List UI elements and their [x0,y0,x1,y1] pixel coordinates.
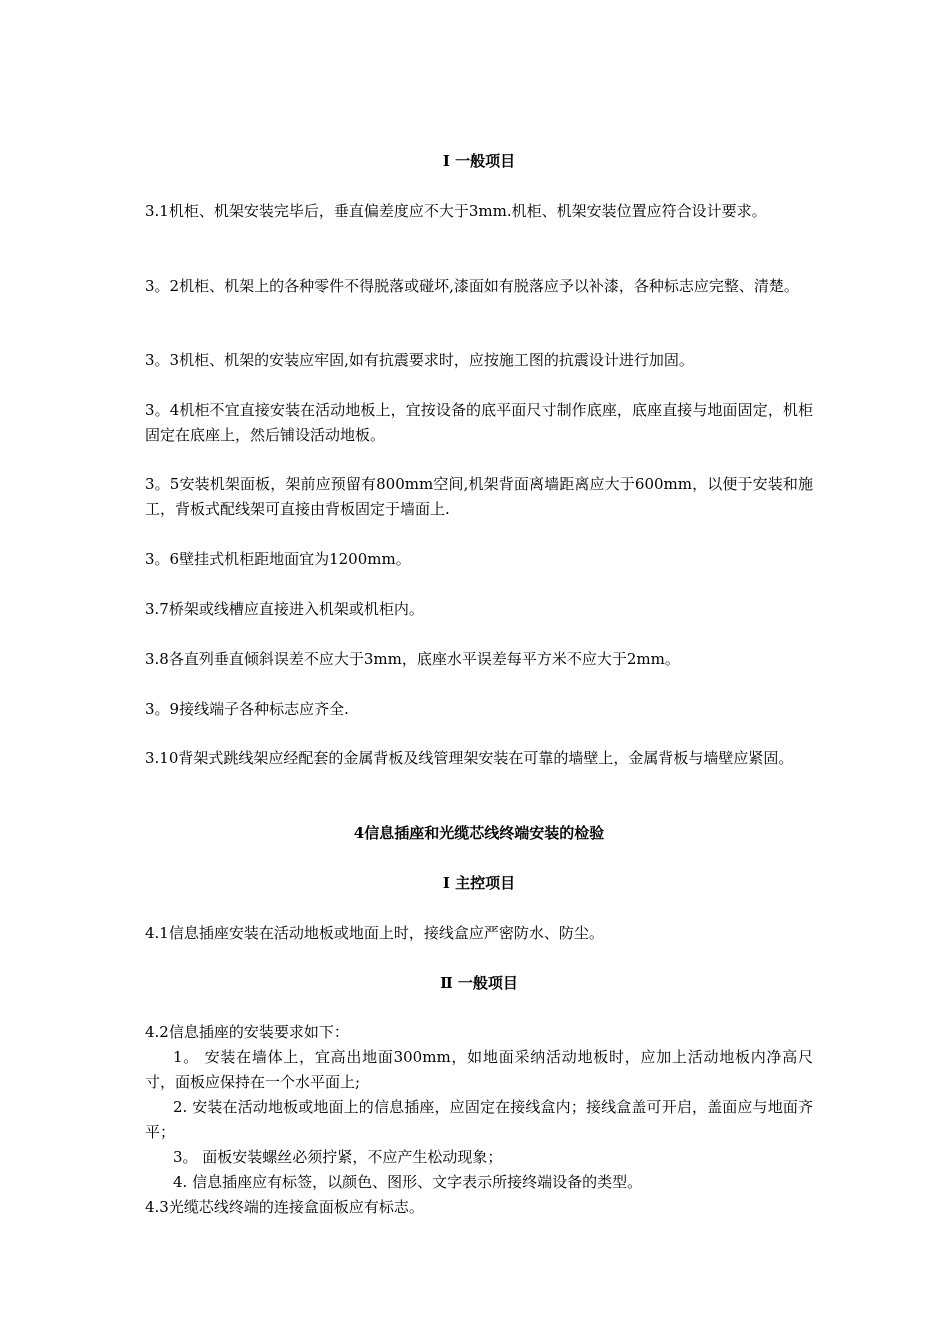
section-heading-main-control: Ⅰ 主控项目 [442,874,516,892]
clause-4-2-item-4: 4. 信息插座应有标签，以颜色、图形、文字表示所接终端设备的类型。 [173,1173,643,1191]
clause-4-3: 4.3光缆芯线终端的连接盒面板应有标志。 [145,1198,424,1216]
section-heading-general-2: Ⅱ 一般项目 [440,974,518,992]
clause-4-2-item-2: 2. 安装在活动地板或地面上的信息插座，应固定在接线盒内；接线盒盖可开启，盖面应与地面齐平； [145,1098,813,1141]
clause-3-7: 3.7桥架或线槽应直接进入机架或机柜内。 [145,600,424,618]
clause-3-9: 3。9接线端子各种标志应齐全. [145,700,349,718]
clause-3-6: 3。6壁挂式机柜距地面宜为1200mm。 [145,550,411,568]
clause-4-2-item-3: 3。 面板安装螺丝必须拧紧，不应产生松动现象； [173,1148,503,1166]
section-4-title: 4信息插座和光缆芯线终端安装的检验 [353,824,605,842]
clause-3-10: 3.10背架式跳线架应经配套的金属背板及线管理架安装在可靠的墙壁上，金属背板与墙壁应紧固。 [145,749,794,767]
clause-3-8: 3.8各直列垂直倾斜误差不应大于3mm，底座水平误差每平方米不应大于2mm。 [145,650,680,668]
clause-3-4: 3。4机柜不宜直接安装在活动地板上，宜按设备的底平面尺寸制作底座，底座直接与地面固定，机柜固定在底座上，然后铺设活动地板。 [145,401,813,444]
clause-3-5: 3。5安装机架面板，架前应预留有800mm空间,机架背面离墙距离应大于600mm，以便于安装和施工，背板式配线架可直接由背板固定于墙面上. [145,475,813,518]
clause-3-1: 3.1机柜、机架安装完毕后，垂直偏差度应不大于3mm.机柜、机架安装位置应符合设计要求。 [145,202,767,220]
clause-4-1: 4.1信息插座安装在活动地板或地面上时，接线盒应严密防水、防尘。 [145,924,604,942]
clause-3-3: 3。3机柜、机架的安装应牢固,如有抗震要求时，应按施工图的抗震设计进行加固。 [145,351,694,369]
section-heading-general: Ⅰ 一般项目 [442,152,516,170]
clause-4-2-intro: 4.2信息插座的安装要求如下： [145,1023,349,1041]
clause-4-2-item-1: 1。 安装在墙体上，宜高出地面300mm，如地面采纳活动地板时，应加上活动地板内净高尺寸，面板应保持在一个水平面上; [145,1048,813,1091]
clause-3-2: 3。2机柜、机架上的各种零件不得脱落或碰坏,漆面如有脱落应予以补漆，各种标志应完整、清楚。 [145,277,799,295]
